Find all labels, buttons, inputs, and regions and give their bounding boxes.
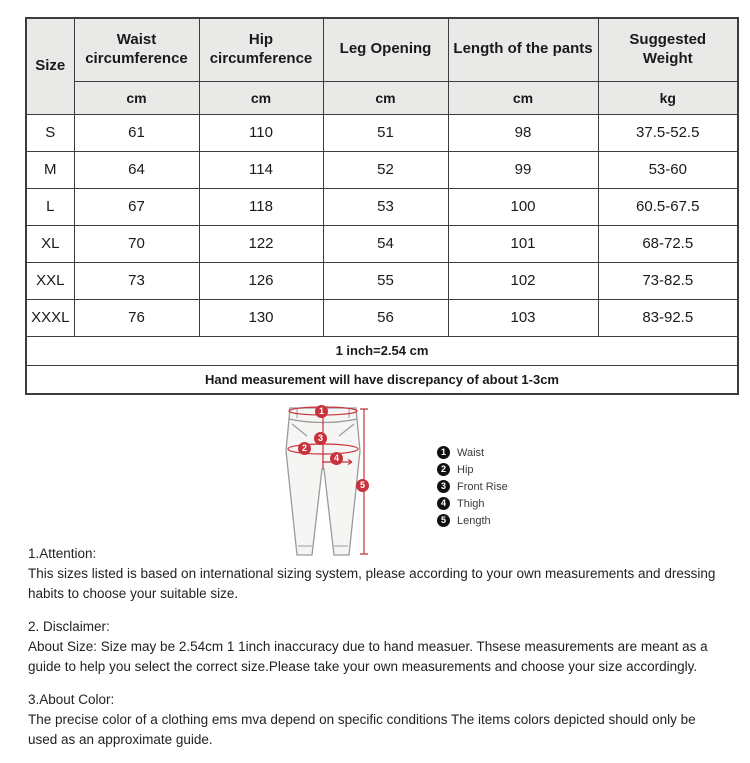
- value-cell: 73: [74, 262, 199, 299]
- value-cell: 60.5-67.5: [598, 188, 738, 225]
- value-cell: 51: [323, 114, 448, 151]
- value-cell: 98: [448, 114, 598, 151]
- disclaimer-note: [28, 617, 722, 677]
- value-cell: 54: [323, 225, 448, 262]
- value-cell: 83-92.5: [598, 299, 738, 336]
- legend-label: Front Rise: [457, 480, 508, 493]
- value-cell: 126: [199, 262, 323, 299]
- value-cell: 76: [74, 299, 199, 336]
- value-cell: 64: [74, 151, 199, 188]
- legend-number-badge: 1: [437, 446, 450, 459]
- legend-number-badge: 4: [437, 497, 450, 510]
- measurement-discrepancy-note: Hand measurement will have discrepancy of about 1-3cm: [26, 365, 738, 394]
- legend-label: Length: [457, 514, 491, 527]
- column-header-size: Size: [26, 18, 74, 114]
- value-cell: 118: [199, 188, 323, 225]
- attention-note: [28, 544, 722, 604]
- value-cell: 102: [448, 262, 598, 299]
- measure-marker-length: 5: [356, 479, 369, 492]
- size-cell: XL: [26, 225, 74, 262]
- table-row-xl: [26, 225, 738, 262]
- value-cell: 114: [199, 151, 323, 188]
- legend-item-thigh: [437, 497, 508, 510]
- value-cell: 110: [199, 114, 323, 151]
- unit-header: cm: [448, 81, 598, 114]
- column-header-leg-opening: Leg Opening: [323, 18, 448, 81]
- note-body: About Size: Size may be 2.54cm 1 1inch inaccuracy due to hand measuer. Thsese measurements are meant as a guide to help you select the correct size.Please take your own measurements and choose your size accordingly.: [28, 639, 708, 674]
- unit-header: kg: [598, 81, 738, 114]
- legend-label: Waist: [457, 446, 485, 459]
- size-cell: M: [26, 151, 74, 188]
- value-cell: 37.5-52.5: [598, 114, 738, 151]
- value-cell: 68-72.5: [598, 225, 738, 262]
- size-cell: L: [26, 188, 74, 225]
- measure-marker-waist: 1: [315, 405, 328, 418]
- table-row-m: [26, 151, 738, 188]
- note-body: This sizes listed is based on international sizing system, please according to your own measurements and dressing habits to choose your suitable size.: [28, 566, 716, 601]
- value-cell: 99: [448, 151, 598, 188]
- value-cell: 122: [199, 225, 323, 262]
- size-chart-section: [25, 17, 739, 395]
- legend-item-front-rise: [437, 480, 508, 493]
- column-header-waist: Waist circumference: [74, 18, 199, 81]
- size-cell: S: [26, 114, 74, 151]
- table-header-row: [26, 18, 738, 81]
- size-table: [25, 17, 739, 395]
- column-header-weight: Suggested Weight: [598, 18, 738, 81]
- value-cell: 55: [323, 262, 448, 299]
- value-cell: 67: [74, 188, 199, 225]
- value-cell: 103: [448, 299, 598, 336]
- value-cell: 130: [199, 299, 323, 336]
- value-cell: 56: [323, 299, 448, 336]
- value-cell: 100: [448, 188, 598, 225]
- note-body: The precise color of a clothing ems mva depend on specific conditions The items colors depicted should only be used as an approximate guide.: [28, 712, 696, 747]
- table-footnote-row: [26, 336, 738, 365]
- table-row-l: [26, 188, 738, 225]
- legend-number-badge: 3: [437, 480, 450, 493]
- note-heading: 2. Disclaimer:: [28, 619, 110, 634]
- table-footnote-row: [26, 365, 738, 394]
- note-heading: 3.About Color:: [28, 692, 115, 707]
- legend-item-length: [437, 514, 508, 527]
- note-heading: 1.Attention:: [28, 546, 97, 561]
- table-row-s: [26, 114, 738, 151]
- value-cell: 53: [323, 188, 448, 225]
- legend-item-waist: [437, 446, 508, 459]
- unit-header: cm: [74, 81, 199, 114]
- measure-marker-hip: 2: [298, 442, 311, 455]
- legend-label: Hip: [457, 463, 474, 476]
- column-header-hip: Hip circumference: [199, 18, 323, 81]
- value-cell: 53-60: [598, 151, 738, 188]
- size-cell: XXL: [26, 262, 74, 299]
- value-cell: 70: [74, 225, 199, 262]
- about-color-note: [28, 690, 722, 750]
- table-row-xxxl: [26, 299, 738, 336]
- value-cell: 73-82.5: [598, 262, 738, 299]
- unit-header: cm: [323, 81, 448, 114]
- measure-marker-front-rise: 3: [314, 432, 327, 445]
- size-cell: XXXL: [26, 299, 74, 336]
- diagram-legend: [437, 446, 508, 531]
- table-unit-row: [26, 81, 738, 114]
- inch-conversion-note: 1 inch=2.54 cm: [26, 336, 738, 365]
- measure-marker-thigh: 4: [330, 452, 343, 465]
- value-cell: 101: [448, 225, 598, 262]
- table-row-xxl: [26, 262, 738, 299]
- legend-number-badge: 2: [437, 463, 450, 476]
- legend-number-badge: 5: [437, 514, 450, 527]
- unit-header: cm: [199, 81, 323, 114]
- value-cell: 52: [323, 151, 448, 188]
- notes-section: [28, 544, 722, 763]
- measurement-diagram-section: [0, 400, 750, 560]
- value-cell: 61: [74, 114, 199, 151]
- legend-label: Thigh: [457, 497, 485, 510]
- column-header-length: Length of the pants: [448, 18, 598, 81]
- legend-item-hip: [437, 463, 508, 476]
